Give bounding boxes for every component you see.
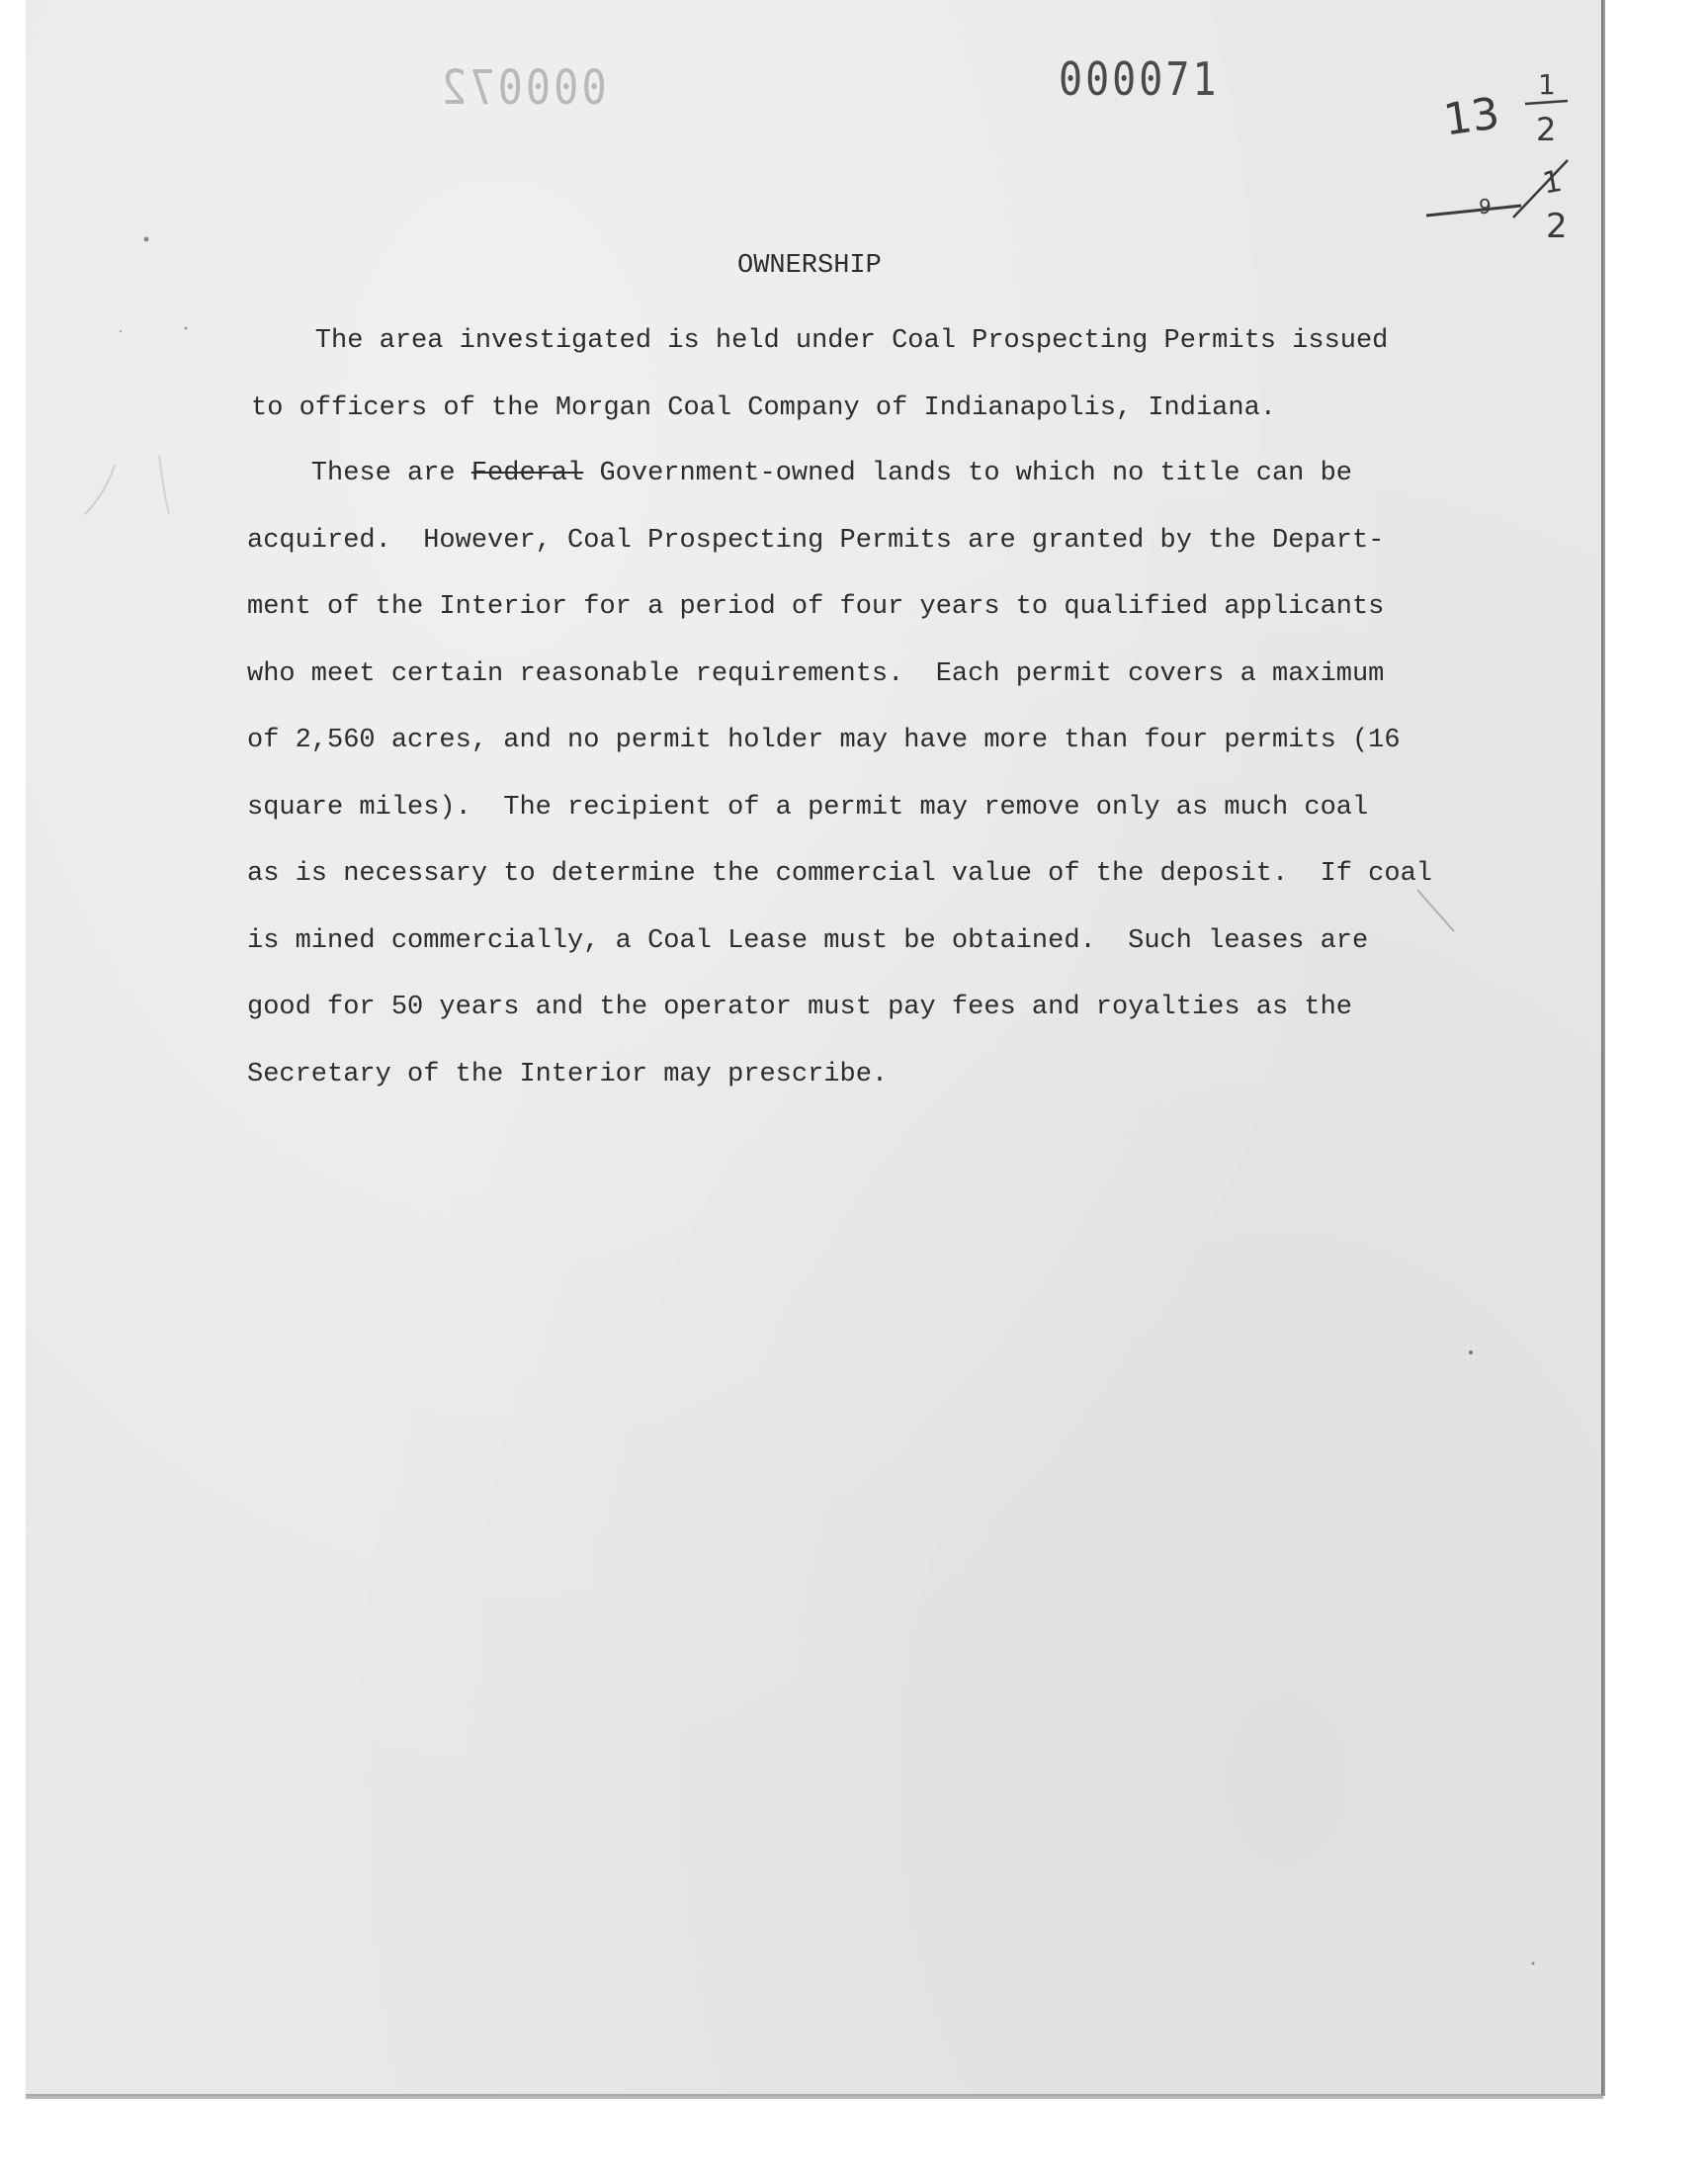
paragraph-line: is mined commercially, a Coal Lease must be obtained. Such leases are	[247, 925, 1369, 956]
paragraph-line: acquired. However, Coal Prospecting Permits are granted by the Depart-	[247, 525, 1385, 556]
paragraph-line: square miles). The recipient of a permit may remove only as much coal	[247, 792, 1369, 823]
line-start: These are	[247, 459, 471, 488]
handwritten-page-annotation	[1405, 49, 1602, 247]
paragraph-1	[251, 308, 1388, 442]
handwritten-top-numerator: 1	[1538, 68, 1556, 101]
document-page	[26, 0, 1603, 2096]
struck-word: Federal	[470, 459, 584, 488]
paragraph-line: as is necessary to determine the commercial value of the deposit. If coal	[247, 859, 1432, 889]
handwritten-bottom-numerator: 1	[1540, 163, 1566, 202]
handwritten-crossed-nine: 9	[1479, 195, 1492, 218]
paragraph-line: who meet certain reasonable requirements. Each permit covers a maximum	[247, 658, 1385, 689]
paragraph-2	[247, 441, 1432, 1108]
paragraph-line: Secretary of the Interior may prescribe.	[247, 1059, 889, 1089]
ghost-page-number-stamp: 000072	[439, 59, 607, 116]
handwritten-top-denominator: 2	[1536, 111, 1557, 148]
paragraph-line: to officers of the Morgan Coal Company of Indianapolis, Indiana.	[251, 392, 1276, 423]
paragraph-line: ment of the Interior for a period of four years to qualified applicants	[247, 592, 1385, 622]
paragraph-line	[247, 441, 1432, 508]
line-end: Government-owned lands to which no title can be	[583, 459, 1352, 488]
section-heading: OWNERSHIP	[737, 251, 882, 281]
paragraph-line: of 2,560 acres, and no permit holder may have more than four permits (16	[247, 726, 1401, 755]
paragraph-line: good for 50 years and the operator must pay fees and royalties as the	[247, 993, 1352, 1022]
page-number-stamp: 000071	[1059, 53, 1220, 107]
handwritten-thirteen: 13	[1440, 88, 1503, 146]
paragraph-line: The area investigated is held under Coal Prospecting Permits issued	[251, 326, 1389, 356]
handwritten-bottom-denominator: 2	[1546, 207, 1568, 246]
